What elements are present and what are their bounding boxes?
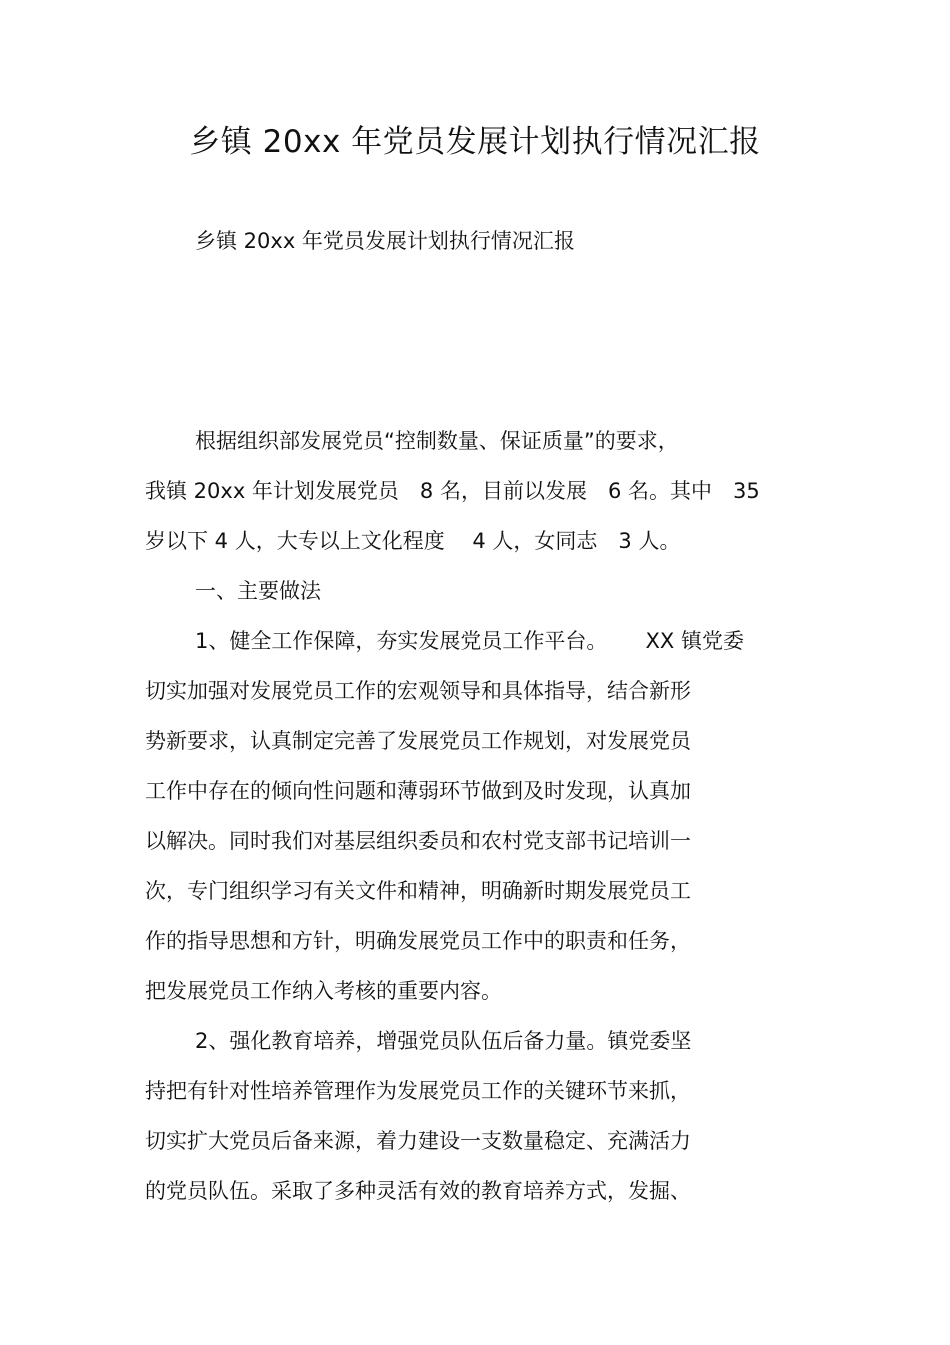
paragraph-line: 根据组织部发展党员“控制数量、保证质量”的要求， xyxy=(195,429,679,453)
paragraph-line: 持把有针对性培养管理作为发展党员工作的关键环节来抓， xyxy=(145,1079,691,1103)
paragraph-line: 切实扩大党员后备来源，着力建设一支数量稳定、充满活力 xyxy=(145,1129,691,1153)
paragraph-line: 作的指导思想和方针，明确发展党员工作中的职责和任务， xyxy=(145,929,691,953)
paragraph-line: 次，专门组织学习有关文件和精神，明确新时期发展党员工 xyxy=(145,879,691,903)
document-title: 乡镇 20xx 年党员发展计划执行情况汇报 xyxy=(189,124,761,160)
paragraph-line: 以解决。同时我们对基层组织委员和农村党支部书记培训一 xyxy=(145,829,691,853)
paragraph-line: 1、健全工作保障，夯实发展党员工作平台。 XX 镇党委 xyxy=(195,629,744,653)
paragraph-line: 的党员队伍。采取了多种灵活有效的教育培养方式，发掘、 xyxy=(145,1179,691,1203)
paragraph-line: 切实加强对发展党员工作的宏观领导和具体指导，结合新形 xyxy=(145,679,691,703)
paragraph-line: 岁以下 4 人，大专以上文化程度 4 人，女同志 3 人。 xyxy=(145,529,681,553)
section-heading: 一、主要做法 xyxy=(195,579,321,603)
paragraph-line: 2、强化教育培养，增强党员队伍后备力量。镇党委坚 xyxy=(195,1029,692,1053)
paragraph-line: 势新要求，认真制定完善了发展党员工作规划，对发展党员 xyxy=(145,729,691,753)
paragraph-line: 我镇 20xx 年计划发展党员 8 名，目前以发展 6 名。其中 35 xyxy=(145,479,760,503)
paragraph-line: 工作中存在的倾向性问题和薄弱环节做到及时发现，认真加 xyxy=(145,779,691,803)
document-subtitle: 乡镇 20xx 年党员发展计划执行情况汇报 xyxy=(195,229,575,253)
paragraph-line: 把发展党员工作纳入考核的重要内容。 xyxy=(145,979,502,1003)
